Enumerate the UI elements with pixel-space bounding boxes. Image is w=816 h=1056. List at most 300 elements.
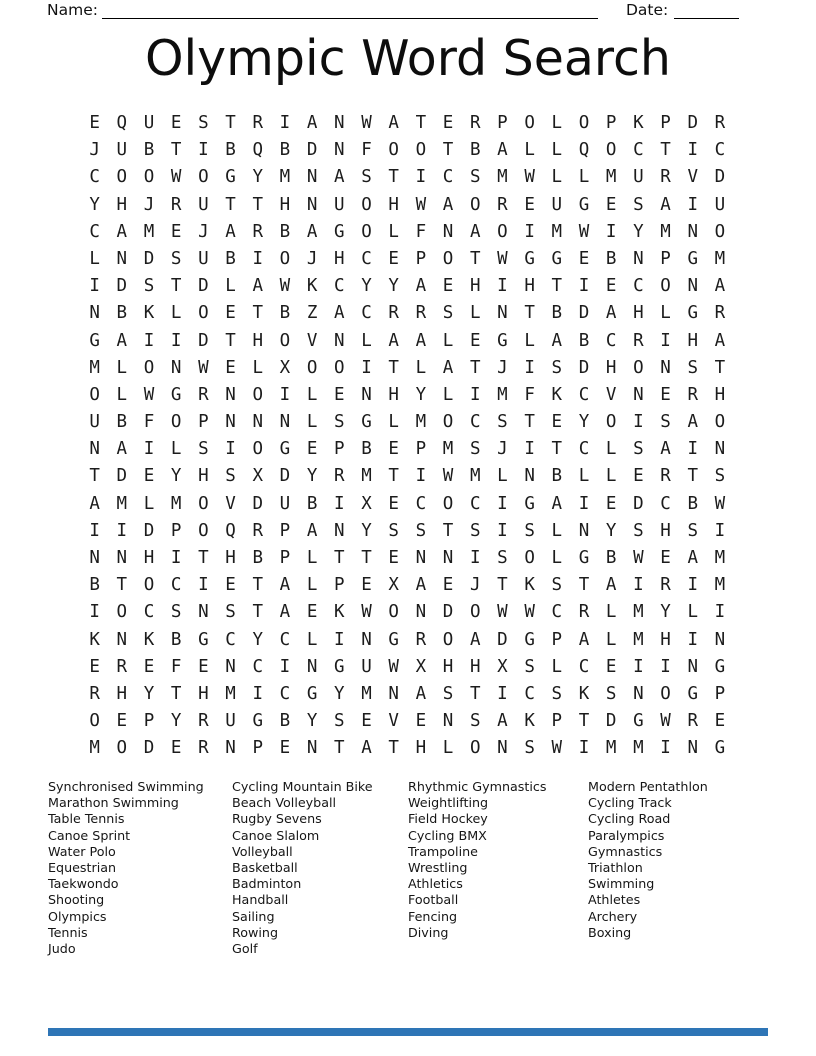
grid-letter: G [279, 439, 291, 460]
grid-letter: N [116, 248, 128, 269]
grid-letter: H [198, 466, 209, 487]
grid-letter: J [306, 248, 318, 269]
grid-letter: I [279, 656, 291, 677]
grid-letter: L [89, 248, 100, 269]
grid-letter: U [143, 113, 155, 133]
grid-letter: E [442, 575, 454, 596]
grid-letter: L [605, 439, 617, 460]
grid-letter: E [225, 357, 236, 378]
grid-letter: C [361, 303, 372, 324]
grid-letter: R [714, 113, 726, 133]
grid-letter: G [578, 194, 590, 215]
grid-letter: V [388, 711, 399, 732]
grid-letter: J [469, 575, 481, 596]
grid-letter: S [551, 575, 563, 596]
grid-letter: S [388, 520, 399, 541]
grid-letter: E [388, 493, 399, 514]
grid-letter: Y [660, 602, 671, 623]
grid-letter: U [361, 656, 372, 677]
grid-letter: B [551, 303, 563, 324]
grid-letter: N [714, 629, 726, 650]
word-bank [48, 779, 768, 969]
grid-letter: N [497, 303, 508, 324]
grid-letter: E [551, 412, 563, 433]
grid-letter: K [524, 575, 535, 596]
grid-letter: G [170, 384, 182, 405]
grid-letter: A [225, 221, 236, 242]
word-bank-item: Handball [232, 892, 289, 908]
grid-letter: U [89, 412, 100, 433]
grid-letter: X [279, 357, 291, 378]
grid-letter: A [415, 683, 427, 704]
grid-letter: N [687, 738, 698, 759]
grid-letter: H [116, 683, 128, 704]
grid-letter: C [279, 683, 291, 704]
grid-letter: S [497, 548, 508, 568]
word-bank-item: Weightlifting [408, 795, 489, 811]
word-bank-column [232, 779, 373, 957]
grid-letter: C [578, 656, 590, 677]
word-search-grid [81, 110, 734, 763]
grid-letter: B [605, 548, 617, 568]
grid-letter: L [116, 357, 128, 378]
grid-letter: S [334, 711, 345, 732]
grid-letter: L [415, 357, 427, 378]
grid-letter: I [524, 439, 535, 460]
grid-letter: N [361, 384, 372, 405]
grid-letter: G [714, 656, 726, 677]
grid-letter: G [714, 738, 726, 759]
word-bank-item: Cycling BMX [408, 827, 487, 843]
grid-letter: I [578, 493, 590, 514]
grid-letter: O [334, 357, 345, 378]
grid-letter: J [143, 194, 155, 215]
grid-letter: M [415, 412, 427, 433]
grid-letter: A [116, 439, 128, 460]
grid-letter: I [89, 276, 100, 297]
grid-letter: R [252, 113, 263, 133]
grid-letter: E [89, 113, 100, 133]
grid-letter: A [89, 493, 100, 514]
grid-letter: U [225, 711, 236, 732]
grid-letter: B [279, 140, 291, 161]
grid-letter: I [89, 602, 100, 623]
grid-letter: E [170, 221, 182, 242]
grid-letter: A [714, 330, 726, 351]
grid-letter: U [198, 194, 209, 215]
word-bank-item: Field Hockey [408, 811, 488, 827]
grid-letter: L [388, 412, 399, 433]
grid-letter: L [388, 221, 399, 242]
grid-letter: M [497, 384, 508, 405]
grid-letter: O [279, 330, 291, 351]
grid-letter: Y [361, 276, 372, 297]
grid-letter: Q [578, 140, 590, 161]
grid-letter: L [578, 466, 590, 487]
grid-letter: N [252, 412, 263, 433]
grid-letter: E [605, 493, 617, 514]
grid-letter: P [551, 711, 563, 732]
grid-letter: R [252, 221, 263, 242]
grid-letter: R [116, 656, 128, 677]
grid-letter: E [660, 384, 671, 405]
grid-letter: N [334, 140, 345, 161]
grid-letter: G [687, 303, 698, 324]
grid-letter: I [578, 276, 590, 297]
grid-letter: R [198, 711, 209, 732]
grid-letter: A [415, 330, 427, 351]
grid-letter: S [334, 412, 345, 433]
grid-letter: G [524, 248, 535, 269]
grid-letter: H [415, 738, 427, 759]
grid-letter: W [388, 656, 399, 677]
grid-letter: S [633, 439, 644, 460]
grid-letter: S [633, 194, 644, 215]
grid-letter: I [415, 167, 427, 188]
grid-letter: N [170, 357, 182, 378]
grid-letter: P [279, 520, 291, 541]
grid-letter: O [442, 493, 454, 514]
grid-letter: I [170, 548, 182, 568]
grid-letter: U [714, 194, 726, 215]
grid-letter: I [633, 575, 644, 596]
word-bank-column [588, 779, 708, 941]
grid-letter: E [605, 656, 617, 677]
grid-letter: D [116, 276, 128, 297]
grid-letter: K [578, 683, 590, 704]
grid-letter: G [687, 683, 698, 704]
grid-letter: H [714, 384, 726, 405]
grid-letter: G [633, 711, 644, 732]
grid-letter: I [279, 384, 291, 405]
grid-letter: A [660, 194, 671, 215]
grid-letter: O [143, 167, 155, 188]
word-bank-item: Cycling Track [588, 795, 672, 811]
grid-letter: R [633, 330, 644, 351]
grid-letter: D [198, 276, 209, 297]
grid-letter: S [469, 711, 481, 732]
grid-letter: M [633, 602, 644, 623]
grid-letter: P [415, 439, 427, 460]
grid-letter: D [279, 466, 291, 487]
word-bank-item: Cycling Mountain Bike [232, 779, 373, 794]
grid-letter: O [116, 167, 128, 188]
grid-letter: H [116, 194, 128, 215]
grid-letter: P [415, 248, 427, 269]
grid-letter: H [143, 548, 155, 568]
grid-letter: P [252, 738, 263, 759]
grid-letter: O [89, 384, 100, 405]
grid-letter: N [388, 683, 399, 704]
grid-letter: J [198, 221, 209, 242]
grid-letter: L [306, 629, 318, 650]
grid-letter: R [415, 303, 427, 324]
grid-letter: N [361, 629, 372, 650]
grid-letter: I [524, 221, 535, 242]
grid-letter: A [388, 113, 399, 133]
grid-letter: A [388, 330, 399, 351]
grid-letter: M [361, 466, 372, 487]
grid-letter: E [225, 303, 236, 324]
grid-letter: O [605, 412, 617, 433]
name-input-line[interactable] [102, 17, 598, 19]
grid-letter: I [605, 221, 617, 242]
grid-letter: O [143, 357, 155, 378]
grid-letter: B [116, 303, 128, 324]
grid-letter: G [388, 629, 399, 650]
grid-letter: F [170, 656, 182, 677]
grid-letter: E [660, 548, 671, 568]
grid-letter: N [306, 656, 318, 677]
grid-letter: O [442, 248, 454, 269]
grid-letter: I [687, 439, 698, 460]
grid-letter: M [116, 493, 128, 514]
grid-letter: D [578, 357, 590, 378]
grid-letter: Q [252, 140, 263, 161]
grid-letter: D [497, 629, 508, 650]
grid-letter: X [388, 575, 399, 596]
grid-letter: N [442, 221, 454, 242]
grid-letter: T [497, 575, 508, 596]
grid-letter: T [170, 140, 182, 161]
grid-letter: W [497, 248, 508, 269]
grid-letter: O [442, 629, 454, 650]
grid-letter: U [198, 248, 209, 269]
grid-letter: B [252, 548, 263, 568]
grid-letter: N [225, 412, 236, 433]
grid-letter: B [170, 629, 182, 650]
grid-letter: I [687, 629, 698, 650]
grid-letter: U [279, 493, 291, 514]
grid-letter: L [551, 656, 563, 677]
word-bank-item: Archery [588, 908, 638, 924]
grid-letter: C [225, 629, 236, 650]
grid-letter: S [361, 167, 372, 188]
grid-letter: I [497, 683, 508, 704]
grid-letter: N [633, 683, 644, 704]
word-bank-item: Gymnastics [588, 843, 663, 859]
grid-letter: U [116, 140, 128, 161]
grid-letter: D [578, 303, 590, 324]
word-bank-item: Athletics [408, 876, 463, 892]
word-bank-item: Shooting [48, 892, 105, 908]
grid-letter: E [605, 194, 617, 215]
grid-letter: L [551, 548, 563, 568]
grid-letter: I [660, 656, 671, 677]
grid-letter: X [415, 656, 427, 677]
grid-letter: L [170, 439, 182, 460]
grid-letter: N [497, 738, 508, 759]
grid-letter: Y [252, 167, 263, 188]
grid-letter: T [388, 357, 399, 378]
grid-letter: H [605, 357, 617, 378]
grid-letter: E [442, 276, 454, 297]
grid-letter: D [198, 330, 209, 351]
grid-letter: I [279, 113, 291, 133]
grid-letter: L [469, 303, 481, 324]
grid-letter: B [578, 330, 590, 351]
grid-letter: D [306, 140, 318, 161]
grid-letter: M [143, 221, 155, 242]
grid-letter: T [687, 466, 698, 487]
grid-letter: M [89, 738, 100, 759]
grid-letter: H [225, 548, 236, 568]
grid-letter: T [578, 711, 590, 732]
grid-letter: A [497, 711, 508, 732]
grid-letter: E [143, 466, 155, 487]
grid-letter: L [551, 113, 563, 133]
grid-letter: I [89, 520, 100, 541]
word-bank-item: Triathlon [588, 860, 643, 876]
grid-letter: Y [170, 466, 182, 487]
grid-letter: S [687, 520, 698, 541]
grid-letter: K [524, 711, 535, 732]
grid-letter: H [388, 194, 399, 215]
grid-letter: I [633, 412, 644, 433]
grid-letter: V [225, 493, 236, 514]
grid-letter: A [306, 221, 318, 242]
grid-letter: M [551, 221, 563, 242]
grid-letter: A [306, 113, 318, 133]
grid-letter: J [497, 357, 508, 378]
grid-letter: K [143, 303, 155, 324]
grid-letter: O [524, 548, 535, 568]
grid-letter: M [279, 167, 291, 188]
grid-letter: E [633, 466, 644, 487]
word-bank-item: Judo [48, 941, 76, 957]
grid-letter: A [714, 276, 726, 297]
grid-letter: N [334, 330, 345, 351]
grid-letter: C [469, 412, 481, 433]
grid-letter: R [198, 738, 209, 759]
grid-letter: G [551, 248, 563, 269]
date-label: Date: [626, 1, 669, 19]
word-bank-column [408, 779, 547, 941]
grid-letter: B [116, 412, 128, 433]
grid-letter: E [469, 330, 481, 351]
word-bank-column [48, 779, 204, 957]
grid-letter: B [279, 221, 291, 242]
grid-letter: A [687, 412, 698, 433]
grid-letter: A [306, 520, 318, 541]
grid-letter: L [361, 330, 372, 351]
grid-letter: N [89, 303, 100, 324]
grid-letter: F [143, 412, 155, 433]
grid-letter: I [469, 384, 481, 405]
grid-letter: O [116, 738, 128, 759]
grid-letter: T [415, 113, 427, 133]
grid-letter: I [334, 629, 345, 650]
grid-letter: L [660, 303, 671, 324]
grid-letter: K [334, 602, 345, 623]
grid-letter: N [116, 548, 128, 568]
grid-letter: O [524, 113, 535, 133]
grid-letter: R [469, 113, 481, 133]
grid-letter: L [578, 167, 590, 188]
grid-letter: T [714, 357, 726, 378]
grid-letter: I [361, 357, 372, 378]
grid-letter: R [388, 303, 399, 324]
grid-letter: L [170, 303, 182, 324]
grid-letter: R [687, 384, 698, 405]
grid-letter: A [469, 221, 481, 242]
grid-letter: R [198, 384, 209, 405]
grid-letter: C [252, 656, 263, 677]
grid-letter: R [578, 602, 590, 623]
word-bank-item: Beach Volleyball [232, 795, 337, 811]
grid-letter: R [687, 711, 698, 732]
grid-letter: I [687, 140, 698, 161]
grid-letter: L [225, 276, 236, 297]
grid-letter: N [306, 167, 318, 188]
grid-letter: C [442, 167, 454, 188]
grid-letter: C [89, 167, 100, 188]
grid-letter: C [633, 140, 644, 161]
grid-letter: G [524, 629, 535, 650]
grid-letter: L [252, 357, 263, 378]
grid-letter: O [469, 738, 481, 759]
word-bank-item: Table Tennis [48, 811, 125, 827]
grid-letter: Q [116, 113, 128, 133]
grid-letter: A [660, 439, 671, 460]
grid-letter: Y [89, 194, 100, 215]
grid-letter: S [143, 276, 155, 297]
grid-letter: M [469, 466, 481, 487]
grid-letter: I [469, 548, 481, 568]
grid-letter: O [198, 303, 209, 324]
grid-letter: P [279, 548, 291, 568]
grid-letter: E [524, 194, 535, 215]
grid-letter: P [660, 248, 671, 269]
grid-letter: O [497, 221, 508, 242]
grid-letter: N [89, 439, 100, 460]
word-bank-item: Tennis [48, 924, 88, 940]
grid-letter: T [252, 602, 263, 623]
grid-letter: E [415, 711, 427, 732]
grid-letter: O [198, 520, 209, 541]
grid-letter: G [252, 711, 263, 732]
grid-letter: G [361, 412, 372, 433]
grid-letter: L [605, 466, 617, 487]
grid-letter: E [578, 248, 590, 269]
grid-letter: P [198, 412, 209, 433]
grid-letter: C [334, 276, 345, 297]
grid-letter: I [578, 738, 590, 759]
grid-letter: A [279, 602, 291, 623]
grid-letter: T [442, 140, 454, 161]
word-bank-item: Golf [232, 941, 258, 957]
grid-letter: T [469, 683, 481, 704]
word-bank-item: Basketball [232, 860, 298, 876]
grid-letter: C [551, 602, 563, 623]
grid-letter: O [578, 113, 590, 133]
date-input-line[interactable] [674, 17, 739, 19]
grid-letter: K [89, 629, 100, 650]
grid-letter: W [524, 167, 535, 188]
grid-letter: A [361, 738, 372, 759]
grid-letter: Y [306, 711, 318, 732]
grid-letter: M [633, 629, 644, 650]
grid-letter: B [306, 493, 318, 514]
grid-letter: E [361, 711, 372, 732]
grid-letter: S [524, 738, 535, 759]
grid-letter: P [334, 439, 345, 460]
grid-letter: Z [306, 303, 318, 324]
grid-letter: C [170, 575, 182, 596]
grid-letter: G [334, 656, 345, 677]
grid-letter: Y [334, 683, 345, 704]
grid-letter: S [524, 520, 535, 541]
